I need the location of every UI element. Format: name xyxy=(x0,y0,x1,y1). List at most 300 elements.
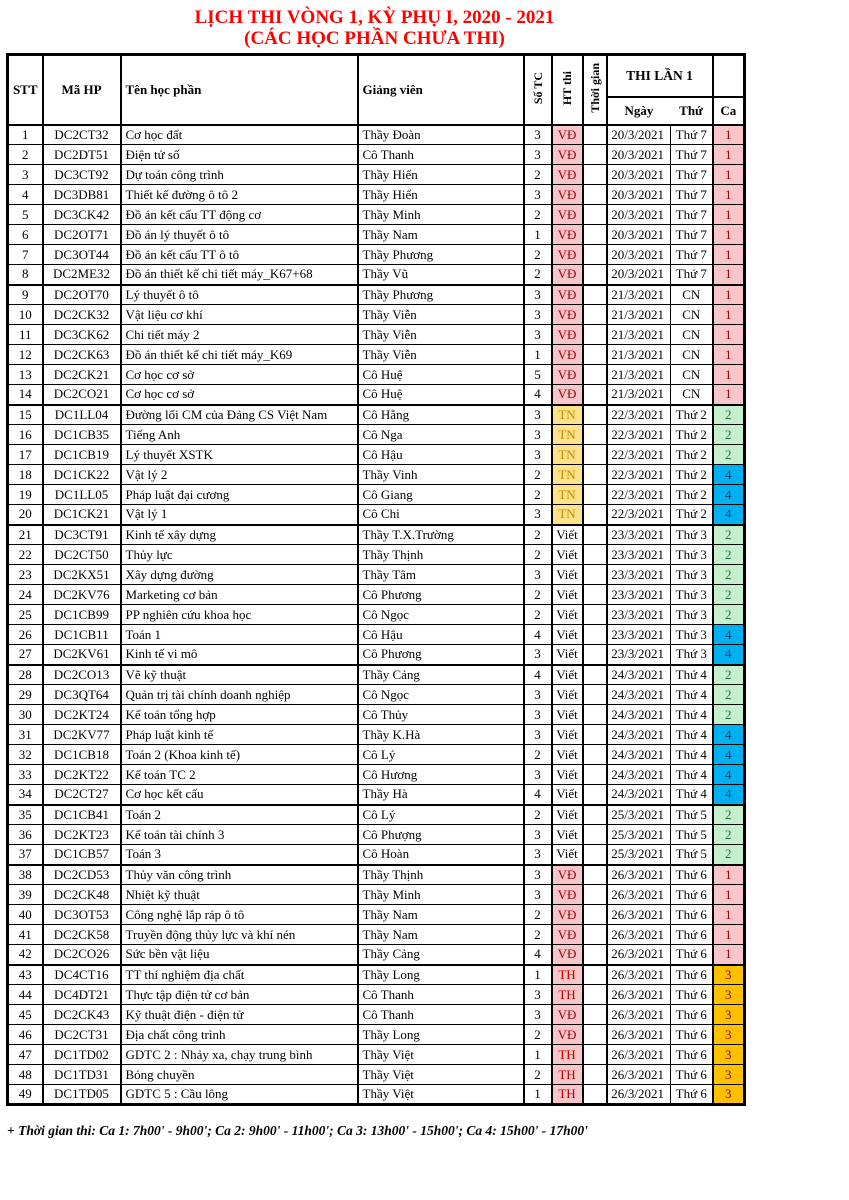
col-header-time: Thời gian xyxy=(583,55,607,125)
cell-day: Thứ 3 xyxy=(671,645,713,665)
table-row xyxy=(8,685,745,705)
cell-date: 26/3/2021 xyxy=(607,1085,671,1105)
table-row xyxy=(8,1005,745,1025)
cell-credits: 3 xyxy=(524,1005,552,1025)
table-row xyxy=(8,625,745,645)
cell-date: 22/3/2021 xyxy=(607,465,671,485)
table-row xyxy=(8,565,745,585)
table-row xyxy=(8,1025,745,1045)
cell-session: 4 xyxy=(713,625,745,645)
cell-stt: 49 xyxy=(8,1085,43,1105)
table-row xyxy=(8,125,745,145)
cell-name: GDTC 2 : Nhảy xa, chạy trung bình xyxy=(121,1045,358,1065)
cell-session: 1 xyxy=(713,185,745,205)
cell-teacher: Cô Giang xyxy=(358,485,524,505)
col-header-stt: STT xyxy=(8,55,43,125)
cell-code: DC2CO13 xyxy=(43,665,121,685)
cell-date: 24/3/2021 xyxy=(607,705,671,725)
cell-code: DC1LL05 xyxy=(43,485,121,505)
cell-time xyxy=(583,985,607,1005)
cell-session: 4 xyxy=(713,505,745,525)
cell-session: 2 xyxy=(713,665,745,685)
cell-day: CN xyxy=(671,285,713,305)
table-row xyxy=(8,305,745,325)
cell-name: Chi tiết máy 2 xyxy=(121,325,358,345)
cell-date: 26/3/2021 xyxy=(607,885,671,905)
table-row xyxy=(8,1065,745,1085)
cell-name: Truyền động thủy lực và khí nén xyxy=(121,925,358,945)
cell-day: Thứ 6 xyxy=(671,945,713,965)
cell-session: 1 xyxy=(713,205,745,225)
cell-teacher: Cô Hằng xyxy=(358,405,524,425)
cell-day: Thứ 2 xyxy=(671,425,713,445)
cell-session: 1 xyxy=(713,385,745,405)
cell-code: DC1CB99 xyxy=(43,605,121,625)
cell-time xyxy=(583,285,607,305)
cell-code: DC2CK48 xyxy=(43,885,121,905)
cell-stt: 45 xyxy=(8,1005,43,1025)
cell-teacher: Thầy Long xyxy=(358,965,524,985)
table-row xyxy=(8,265,745,285)
cell-day: Thứ 6 xyxy=(671,985,713,1005)
cell-name: Xây dựng đường xyxy=(121,565,358,585)
cell-time xyxy=(583,465,607,485)
col-header-day: Thứ xyxy=(671,97,713,125)
col-header-format: HT thi xyxy=(552,55,583,125)
cell-code: DC4CT16 xyxy=(43,965,121,985)
cell-code: DC2CT32 xyxy=(43,125,121,145)
cell-date: 26/3/2021 xyxy=(607,985,671,1005)
cell-session: 2 xyxy=(713,705,745,725)
cell-day: Thứ 4 xyxy=(671,685,713,705)
cell-credits: 1 xyxy=(524,1045,552,1065)
cell-code: DC3OT44 xyxy=(43,245,121,265)
cell-day: Thứ 2 xyxy=(671,485,713,505)
cell-name: Điện tử số xyxy=(121,145,358,165)
cell-name: Kinh tế vi mô xyxy=(121,645,358,665)
cell-code: DC2DT51 xyxy=(43,145,121,165)
cell-format: Viết xyxy=(552,765,583,785)
cell-day: CN xyxy=(671,305,713,325)
table-row xyxy=(8,845,745,865)
cell-session: 4 xyxy=(713,725,745,745)
cell-credits: 3 xyxy=(524,505,552,525)
table-row xyxy=(8,165,745,185)
cell-stt: 48 xyxy=(8,1065,43,1085)
cell-time xyxy=(583,225,607,245)
page-title-line1: LỊCH THI VÒNG 1, KỲ PHỤ I, 2020 - 2021 xyxy=(194,7,555,28)
cell-credits: 4 xyxy=(524,945,552,965)
cell-code: DC1CK22 xyxy=(43,465,121,485)
cell-day: CN xyxy=(671,365,713,385)
cell-day: Thứ 2 xyxy=(671,505,713,525)
cell-time xyxy=(583,505,607,525)
cell-date: 26/3/2021 xyxy=(607,945,671,965)
cell-session: 4 xyxy=(713,745,745,765)
cell-credits: 3 xyxy=(524,685,552,705)
cell-day: Thứ 7 xyxy=(671,145,713,165)
cell-day: Thứ 7 xyxy=(671,185,713,205)
cell-stt: 26 xyxy=(8,625,43,645)
cell-name: Bóng chuyền xyxy=(121,1065,358,1085)
cell-date: 24/3/2021 xyxy=(607,685,671,705)
cell-format: VĐ xyxy=(552,1005,583,1025)
cell-day: Thứ 6 xyxy=(671,1085,713,1105)
cell-time xyxy=(583,825,607,845)
cell-day: Thứ 4 xyxy=(671,765,713,785)
cell-day: Thứ 4 xyxy=(671,785,713,805)
cell-time xyxy=(583,325,607,345)
cell-time xyxy=(583,545,607,565)
cell-session: 1 xyxy=(713,925,745,945)
cell-time xyxy=(583,905,607,925)
cell-code: DC1CB35 xyxy=(43,425,121,445)
cell-format: Viết xyxy=(552,725,583,745)
cell-date: 26/3/2021 xyxy=(607,1045,671,1065)
cell-teacher: Thầy Cảng xyxy=(358,945,524,965)
cell-credits: 3 xyxy=(524,325,552,345)
cell-session: 4 xyxy=(713,765,745,785)
cell-time xyxy=(583,865,607,885)
cell-date: 21/3/2021 xyxy=(607,285,671,305)
cell-code: DC2CK43 xyxy=(43,1005,121,1025)
cell-format: VĐ xyxy=(552,205,583,225)
table-row xyxy=(8,665,745,685)
cell-date: 20/3/2021 xyxy=(607,165,671,185)
cell-code: DC2CO21 xyxy=(43,385,121,405)
cell-date: 20/3/2021 xyxy=(607,265,671,285)
cell-format: VĐ xyxy=(552,385,583,405)
cell-format: Viết xyxy=(552,605,583,625)
cell-teacher: Cô Thanh xyxy=(358,145,524,165)
cell-code: DC2CD53 xyxy=(43,865,121,885)
cell-teacher: Thầy Minh xyxy=(358,205,524,225)
cell-date: 23/3/2021 xyxy=(607,545,671,565)
cell-teacher: Cô Hương xyxy=(358,765,524,785)
cell-time xyxy=(583,1025,607,1045)
cell-name: Đường lối CM của Đảng CS Việt Nam xyxy=(121,405,358,425)
cell-stt: 42 xyxy=(8,945,43,965)
cell-date: 25/3/2021 xyxy=(607,845,671,865)
cell-teacher: Cô Thủy xyxy=(358,705,524,725)
cell-code: DC2CK63 xyxy=(43,345,121,365)
cell-name: Kỹ thuật điện - điện tử xyxy=(121,1005,358,1025)
cell-code: DC2OT70 xyxy=(43,285,121,305)
cell-credits: 3 xyxy=(524,765,552,785)
cell-name: Cơ học đất xyxy=(121,125,358,145)
cell-stt: 25 xyxy=(8,605,43,625)
cell-session: 3 xyxy=(713,1045,745,1065)
page-title-line2: (CÁC HỌC PHẦN CHƯA THI) xyxy=(244,28,505,49)
cell-teacher: Thầy Phương xyxy=(358,285,524,305)
cell-format: TN xyxy=(552,465,583,485)
table-row xyxy=(8,865,745,885)
cell-teacher: Thầy Việt xyxy=(358,1065,524,1085)
cell-date: 26/3/2021 xyxy=(607,865,671,885)
page-title xyxy=(6,7,743,49)
cell-session: 1 xyxy=(713,245,745,265)
cell-code: DC1CB57 xyxy=(43,845,121,865)
cell-code: DC3DB81 xyxy=(43,185,121,205)
cell-session: 4 xyxy=(713,465,745,485)
cell-day: Thứ 4 xyxy=(671,665,713,685)
cell-code: DC1CB19 xyxy=(43,445,121,465)
cell-credits: 1 xyxy=(524,1085,552,1105)
table-row xyxy=(8,545,745,565)
cell-name: Pháp luật đại cương xyxy=(121,485,358,505)
cell-session: 1 xyxy=(713,345,745,365)
cell-code: DC2CK58 xyxy=(43,925,121,945)
cell-session: 1 xyxy=(713,885,745,905)
cell-day: Thứ 2 xyxy=(671,445,713,465)
table-row xyxy=(8,245,745,265)
cell-date: 21/3/2021 xyxy=(607,305,671,325)
cell-name: Sức bền vật liệu xyxy=(121,945,358,965)
cell-stt: 47 xyxy=(8,1045,43,1065)
cell-credits: 3 xyxy=(524,985,552,1005)
cell-stt: 28 xyxy=(8,665,43,685)
cell-session: 2 xyxy=(713,845,745,865)
cell-date: 23/3/2021 xyxy=(607,625,671,645)
cell-credits: 3 xyxy=(524,845,552,865)
cell-day: Thứ 3 xyxy=(671,625,713,645)
cell-code: DC2KV61 xyxy=(43,645,121,665)
col-header-empty xyxy=(713,55,745,97)
cell-time xyxy=(583,1065,607,1085)
cell-name: Pháp luật kinh tế xyxy=(121,725,358,745)
cell-stt: 10 xyxy=(8,305,43,325)
cell-credits: 2 xyxy=(524,745,552,765)
cell-stt: 40 xyxy=(8,905,43,925)
cell-stt: 4 xyxy=(8,185,43,205)
cell-stt: 32 xyxy=(8,745,43,765)
cell-session: 2 xyxy=(713,525,745,545)
cell-date: 26/3/2021 xyxy=(607,1005,671,1025)
cell-session: 2 xyxy=(713,545,745,565)
cell-credits: 4 xyxy=(524,665,552,685)
cell-teacher: Cô Huệ xyxy=(358,365,524,385)
cell-time xyxy=(583,345,607,365)
cell-name: Thủy lực xyxy=(121,545,358,565)
cell-time xyxy=(583,485,607,505)
cell-session: 1 xyxy=(713,325,745,345)
cell-day: Thứ 6 xyxy=(671,925,713,945)
table-row xyxy=(8,505,745,525)
cell-teacher: Cô Phượng xyxy=(358,825,524,845)
cell-name: Marketing cơ bản xyxy=(121,585,358,605)
cell-day: Thứ 2 xyxy=(671,465,713,485)
cell-time xyxy=(583,1085,607,1105)
col-header-date: Ngày xyxy=(607,97,671,125)
cell-format: Viết xyxy=(552,545,583,565)
cell-credits: 2 xyxy=(524,245,552,265)
cell-format: Viết xyxy=(552,825,583,845)
cell-day: Thứ 4 xyxy=(671,725,713,745)
cell-time xyxy=(583,745,607,765)
cell-credits: 2 xyxy=(524,165,552,185)
cell-credits: 3 xyxy=(524,565,552,585)
cell-time xyxy=(583,425,607,445)
cell-format: VĐ xyxy=(552,145,583,165)
cell-format: VĐ xyxy=(552,125,583,145)
cell-code: DC2OT71 xyxy=(43,225,121,245)
cell-day: Thứ 3 xyxy=(671,545,713,565)
cell-format: VĐ xyxy=(552,185,583,205)
cell-name: Kinh tế xây dựng xyxy=(121,525,358,545)
cell-stt: 23 xyxy=(8,565,43,585)
cell-credits: 3 xyxy=(524,305,552,325)
cell-format: TN xyxy=(552,485,583,505)
cell-teacher: Thầy Thịnh xyxy=(358,865,524,885)
cell-credits: 2 xyxy=(524,805,552,825)
cell-credits: 2 xyxy=(524,1025,552,1045)
cell-teacher: Thầy Việt xyxy=(358,1085,524,1105)
cell-name: Toán 2 (Khoa kinh tế) xyxy=(121,745,358,765)
cell-date: 20/3/2021 xyxy=(607,145,671,165)
cell-code: DC1CB11 xyxy=(43,625,121,645)
cell-format: VĐ xyxy=(552,925,583,945)
cell-credits: 3 xyxy=(524,865,552,885)
cell-date: 24/3/2021 xyxy=(607,745,671,765)
cell-credits: 2 xyxy=(524,205,552,225)
cell-date: 24/3/2021 xyxy=(607,785,671,805)
table-row xyxy=(8,145,745,165)
cell-day: Thứ 7 xyxy=(671,165,713,185)
cell-format: TN xyxy=(552,425,583,445)
table-row xyxy=(8,585,745,605)
cell-code: DC2CT50 xyxy=(43,545,121,565)
cell-credits: 2 xyxy=(524,925,552,945)
cell-session: 1 xyxy=(713,365,745,385)
cell-teacher: Thầy Vũ xyxy=(358,265,524,285)
cell-format: Viết xyxy=(552,685,583,705)
cell-name: Dự toán công trình xyxy=(121,165,358,185)
cell-credits: 3 xyxy=(524,645,552,665)
cell-teacher: Cô Thanh xyxy=(358,985,524,1005)
cell-stt: 37 xyxy=(8,845,43,865)
cell-credits: 2 xyxy=(524,905,552,925)
cell-day: Thứ 5 xyxy=(671,825,713,845)
cell-code: DC2KV77 xyxy=(43,725,121,745)
cell-time xyxy=(583,445,607,465)
cell-format: TH xyxy=(552,1085,583,1105)
cell-teacher: Thầy Viễn xyxy=(358,305,524,325)
cell-credits: 3 xyxy=(524,425,552,445)
cell-format: Viết xyxy=(552,785,583,805)
cell-code: DC2CO26 xyxy=(43,945,121,965)
cell-credits: 2 xyxy=(524,585,552,605)
cell-code: DC1TD05 xyxy=(43,1085,121,1105)
cell-code: DC3CT92 xyxy=(43,165,121,185)
cell-credits: 1 xyxy=(524,965,552,985)
cell-stt: 30 xyxy=(8,705,43,725)
cell-time xyxy=(583,705,607,725)
cell-stt: 46 xyxy=(8,1025,43,1045)
cell-session: 1 xyxy=(713,305,745,325)
cell-date: 20/3/2021 xyxy=(607,245,671,265)
cell-stt: 29 xyxy=(8,685,43,705)
table-row xyxy=(8,745,745,765)
cell-day: Thứ 3 xyxy=(671,585,713,605)
cell-stt: 39 xyxy=(8,885,43,905)
cell-format: VĐ xyxy=(552,345,583,365)
cell-stt: 38 xyxy=(8,865,43,885)
cell-date: 22/3/2021 xyxy=(607,505,671,525)
cell-time xyxy=(583,965,607,985)
cell-day: Thứ 7 xyxy=(671,225,713,245)
cell-time xyxy=(583,665,607,685)
cell-code: DC1LL04 xyxy=(43,405,121,425)
table-row xyxy=(8,945,745,965)
cell-format: VĐ xyxy=(552,305,583,325)
cell-stt: 11 xyxy=(8,325,43,345)
table-row xyxy=(8,905,745,925)
cell-teacher: Thầy Nam xyxy=(358,225,524,245)
cell-stt: 8 xyxy=(8,265,43,285)
cell-date: 23/3/2021 xyxy=(607,565,671,585)
cell-day: Thứ 6 xyxy=(671,1065,713,1085)
cell-code: DC2CK32 xyxy=(43,305,121,325)
cell-teacher: Thầy Long xyxy=(358,1025,524,1045)
cell-date: 20/3/2021 xyxy=(607,205,671,225)
cell-session: 2 xyxy=(713,425,745,445)
cell-stt: 21 xyxy=(8,525,43,545)
cell-day: Thứ 7 xyxy=(671,245,713,265)
cell-name: Tiếng Anh xyxy=(121,425,358,445)
cell-date: 24/3/2021 xyxy=(607,765,671,785)
cell-credits: 3 xyxy=(524,285,552,305)
cell-credits: 1 xyxy=(524,345,552,365)
col-header-session: Ca xyxy=(713,97,745,125)
table-row xyxy=(8,525,745,545)
cell-stt: 36 xyxy=(8,825,43,845)
cell-time xyxy=(583,625,607,645)
cell-session: 2 xyxy=(713,685,745,705)
cell-credits: 3 xyxy=(524,725,552,745)
cell-format: VĐ xyxy=(552,365,583,385)
table-row xyxy=(8,185,745,205)
cell-stt: 19 xyxy=(8,485,43,505)
cell-format: VĐ xyxy=(552,285,583,305)
cell-stt: 2 xyxy=(8,145,43,165)
cell-name: Nhiệt kỹ thuật xyxy=(121,885,358,905)
cell-credits: 3 xyxy=(524,885,552,905)
cell-code: DC3OT53 xyxy=(43,905,121,925)
cell-stt: 31 xyxy=(8,725,43,745)
cell-credits: 2 xyxy=(524,605,552,625)
cell-stt: 12 xyxy=(8,345,43,365)
cell-format: TN xyxy=(552,405,583,425)
cell-session: 1 xyxy=(713,905,745,925)
cell-time xyxy=(583,525,607,545)
cell-format: Viết xyxy=(552,585,583,605)
cell-format: TH xyxy=(552,985,583,1005)
cell-time xyxy=(583,205,607,225)
table-row xyxy=(8,885,745,905)
cell-time xyxy=(583,405,607,425)
cell-stt: 35 xyxy=(8,805,43,825)
table-row xyxy=(8,965,745,985)
cell-teacher: Thầy Minh xyxy=(358,885,524,905)
cell-code: DC1CK21 xyxy=(43,505,121,525)
cell-day: CN xyxy=(671,345,713,365)
cell-format: TN xyxy=(552,445,583,465)
cell-session: 1 xyxy=(713,225,745,245)
col-header-teacher: Giảng viên xyxy=(358,55,524,125)
cell-date: 20/3/2021 xyxy=(607,185,671,205)
table-row xyxy=(8,225,745,245)
cell-time xyxy=(583,1045,607,1065)
